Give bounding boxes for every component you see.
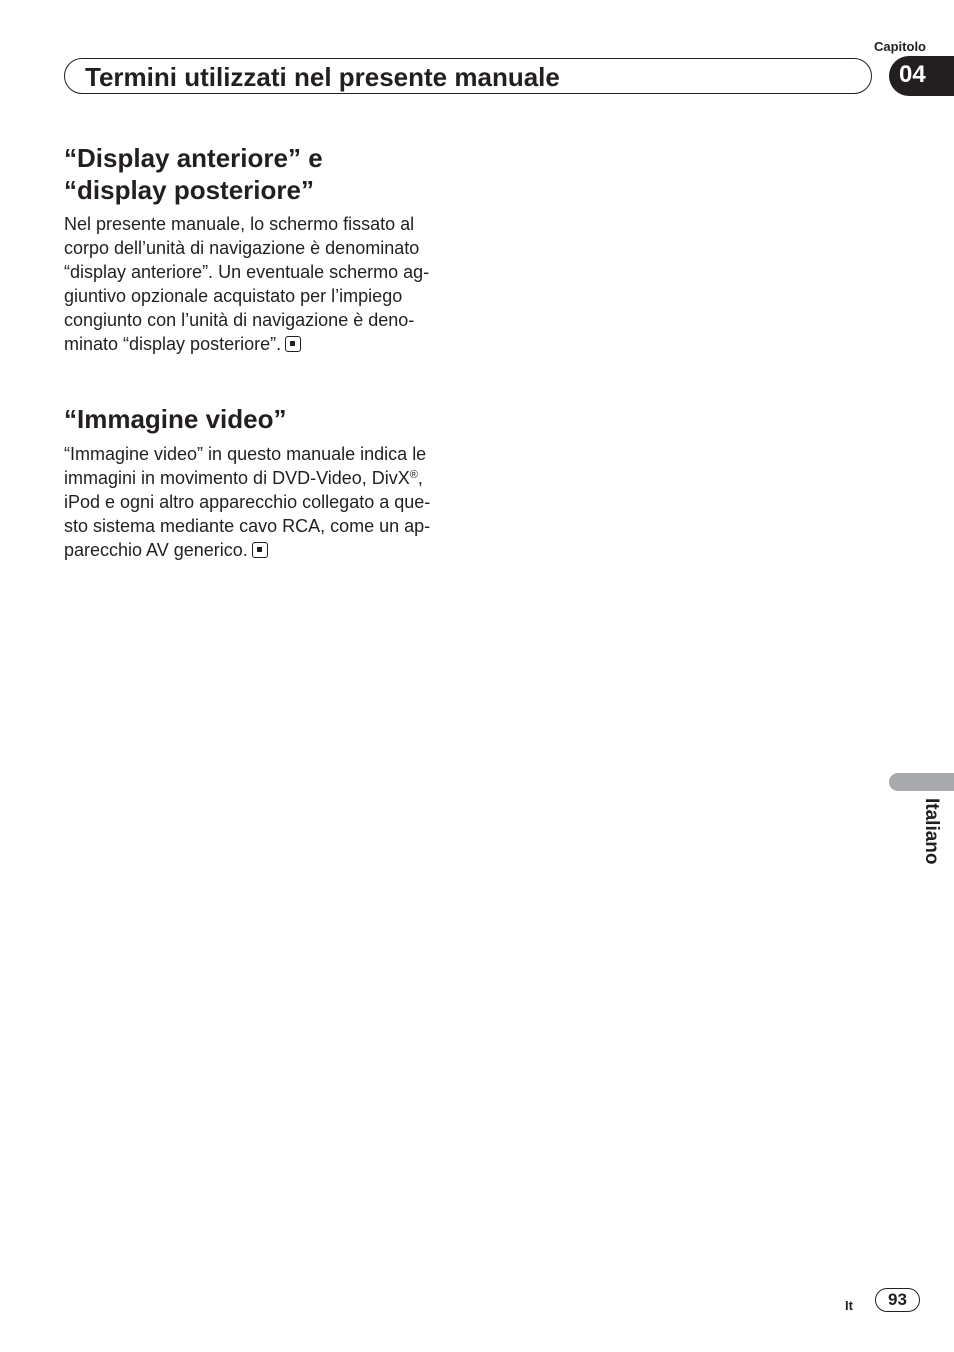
body-line-last [64, 332, 454, 356]
section-end-icon [285, 336, 301, 352]
body-line [64, 466, 454, 490]
heading-line: “Immagine video” [64, 404, 287, 434]
body-line: Nel presente manuale, lo schermo fissato al [64, 214, 415, 234]
body-line: congiunto con l’unità di navigazione è deno- [64, 310, 415, 330]
chapter-label: Capitolo [874, 39, 926, 54]
display-section-body [64, 212, 454, 356]
page-number: 93 [888, 1290, 907, 1309]
chapter-number: 04 [899, 61, 926, 88]
footer-language-code: It [845, 1298, 853, 1313]
body-line: “Immagine video” in questo manuale indica le [64, 444, 427, 464]
body-text: minato “display posteriore”. [64, 334, 282, 354]
display-section-heading [64, 142, 464, 206]
heading-line: “Display anteriore” e [64, 143, 323, 173]
registered-mark: ® [409, 469, 418, 481]
chapter-tab [889, 56, 954, 96]
language-tab [889, 773, 954, 791]
language-label: Italiano [921, 798, 942, 865]
body-line-last [64, 538, 454, 562]
page-number-badge [875, 1288, 920, 1312]
body-line: iPod e ogni altro apparecchio collegato a que- [64, 492, 431, 512]
body-line: sto sistema mediante cavo RCA, come un ap- [64, 516, 431, 536]
body-line: giuntivo opzionale acquistato per l’impiego [64, 286, 403, 306]
body-text: parecchio AV generico. [64, 540, 248, 560]
video-section-body [64, 442, 454, 562]
body-line: corpo dell’unità di navigazione è denominato [64, 238, 420, 258]
video-section-heading [64, 403, 464, 435]
section-header-bar [64, 58, 872, 94]
body-text: immagini in movimento di DVD-Video, DivX [64, 468, 410, 488]
body-line: “display anteriore”. Un eventuale schermo ag- [64, 262, 430, 282]
body-text-suffix: , [417, 468, 423, 488]
section-end-icon [252, 542, 268, 558]
heading-line: “display posteriore” [64, 175, 314, 205]
section-header-title: Termini utilizzati nel presente manuale [85, 62, 560, 92]
